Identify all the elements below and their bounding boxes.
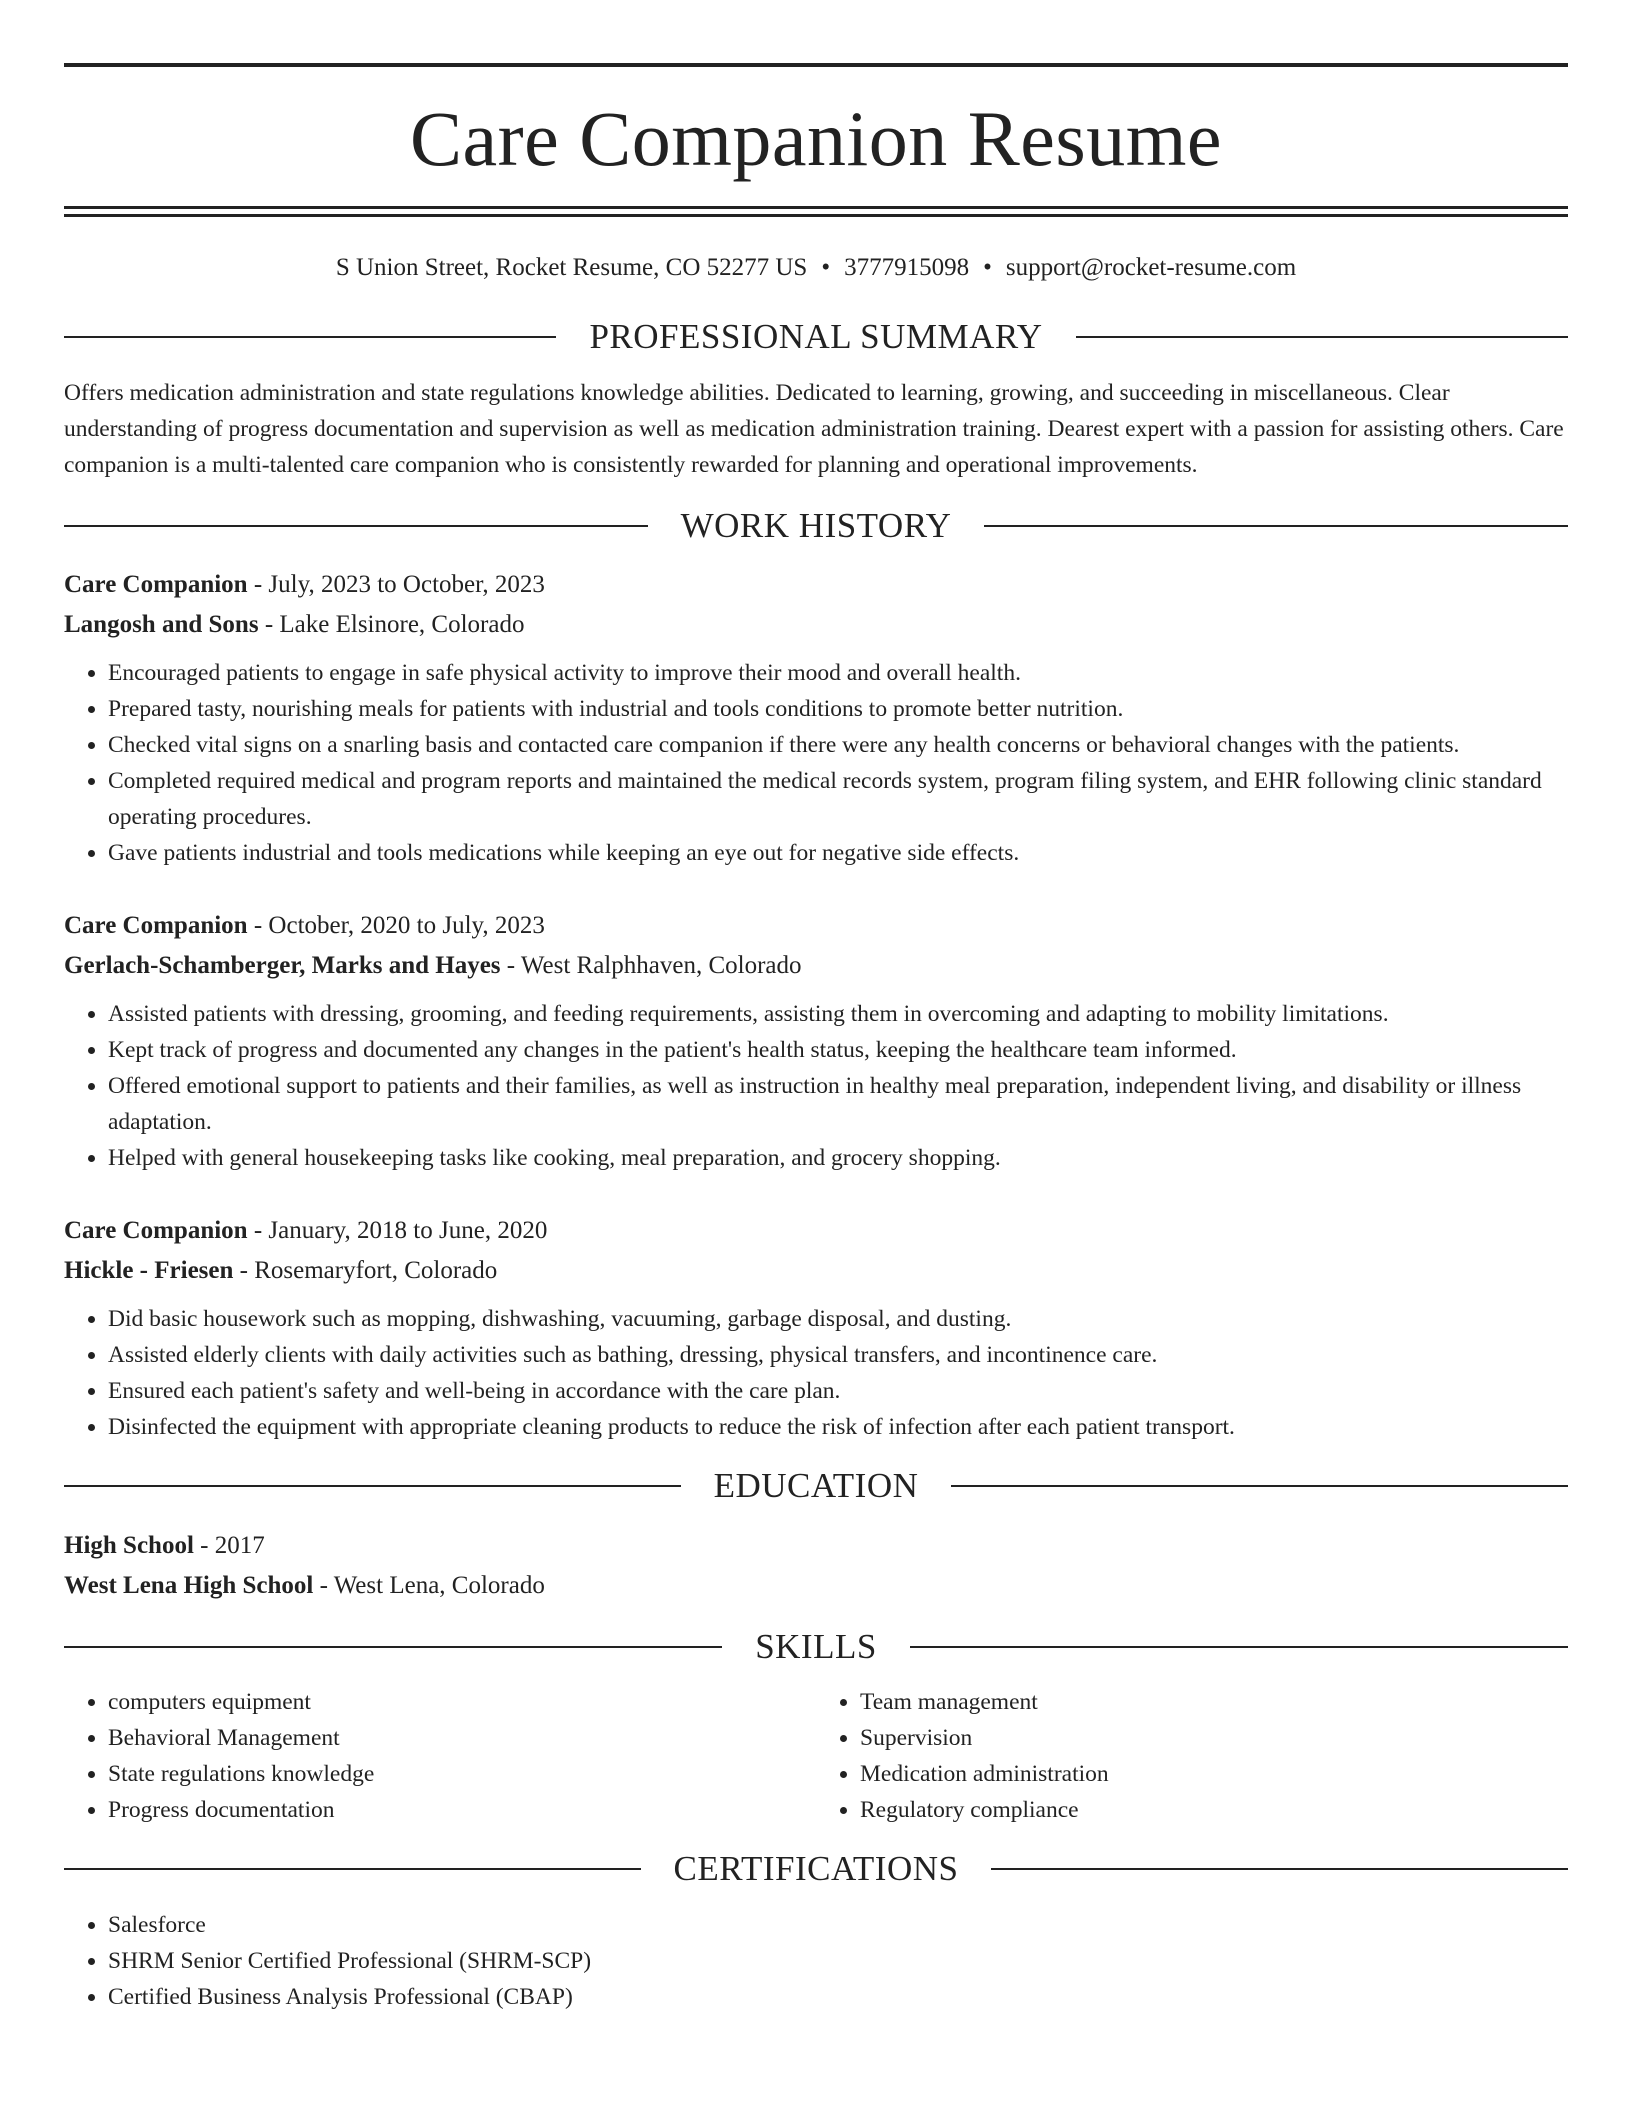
job-role: Care Companion [64,571,248,598]
contact-line [64,253,1568,283]
heading-rule-right [951,1485,1568,1487]
list-item: • Medication administration [860,1756,1568,1792]
job-entry [64,1211,1568,1445]
education-school-line [64,1566,1568,1606]
section-heading-certifications [64,1850,1568,1889]
job-entry [64,906,1568,1176]
list-item: • Behavioral Management [108,1720,816,1756]
job-employer: Langosh and Sons [64,611,259,638]
list-item: • Progress documentation [108,1792,816,1828]
list-item: • SHRM Senior Certified Professional (SHRM-SCP) [108,1943,1568,1979]
education-degree-line [64,1526,1568,1566]
heading-rule-right [1076,336,1568,338]
job-title-line [64,565,1568,605]
contact-separator: • [821,254,831,281]
job-entry [64,565,1568,871]
list-item: • Disinfected the equipment with appropriate cleaning products to reduce the risk of infection after each patient transport. [108,1409,1568,1445]
education-degree: High School [64,1531,194,1559]
heading-rule-left [64,336,556,338]
list-item: • Helped with general housekeeping tasks like cooking, meal preparation, and grocery shopping. [108,1140,1568,1176]
section-heading-work-history [64,507,1568,546]
title-double-rule [64,206,1568,217]
list-item: • Supervision [860,1720,1568,1756]
job-duties-list [64,996,1568,1176]
section-title: PROFESSIONAL SUMMARY [589,317,1043,356]
job-employer-line [64,605,1568,645]
section-heading-education [64,1467,1568,1506]
contact-email: support@rocket-resume.com [1005,254,1297,281]
job-employer: Hickle - Friesen [64,1257,234,1284]
list-item: • Offered emotional support to patients and their families, as well as instruction in healthy meal preparation, independent living, and disability or illness adaptation. [108,1068,1568,1140]
education-year: - 2017 [193,1531,265,1559]
contact-address: S Union Street, Rocket Resume, CO 52277 US [335,254,808,281]
skills-list-left [64,1684,816,1828]
education-location: - West Lena, Colorado [313,1571,545,1599]
heading-rule-right [991,1868,1568,1870]
heading-rule-left [64,525,648,527]
section-heading-summary [64,318,1568,357]
section-title: CERTIFICATIONS [673,1849,959,1888]
job-location: - West Ralphhaven, Colorado [500,952,802,979]
job-employer-line [64,1251,1568,1291]
education-entry [64,1526,1568,1606]
list-item: • Ensured each patient's safety and well-being in accordance with the care plan. [108,1373,1568,1409]
job-location: - Rosemaryfort, Colorado [233,1257,498,1284]
section-title: EDUCATION [713,1466,919,1505]
job-employer-line [64,946,1568,986]
list-item: • Prepared tasty, nourishing meals for patients with industrial and tools conditions to promote better nutrition. [108,691,1568,727]
summary-text: Offers medication administration and state regulations knowledge abilities. Dedicated to learning, growing, and succeeding in miscellaneous. Clear understanding of progress documentation and supervision as well as medication administration training. Dearest expert with a passion for assisting others. Care companion is a multi-talented care companion who is consistently rewarded for planning and operational improvements. [64,379,1564,478]
resume-title: Care Companion Resume [409,95,1223,182]
list-item: • Did basic housework such as mopping, dishwashing, vacuuming, garbage disposal, and dusting. [108,1301,1568,1337]
list-item: • State regulations knowledge [108,1756,816,1792]
list-item: • Encouraged patients to engage in safe physical activity to improve their mood and overall health. [108,655,1568,691]
job-dates: - October, 2020 to July, 2023 [247,912,545,939]
heading-rule-right [910,1646,1568,1648]
certifications-list [64,1907,1568,2015]
list-item: • Team management [860,1684,1568,1720]
job-employer: Gerlach-Schamberger, Marks and Hayes [64,952,501,979]
education-school: West Lena High School [64,1571,314,1599]
section-title: SKILLS [755,1626,877,1666]
heading-rule-left [64,1868,641,1870]
job-role: Care Companion [64,912,248,939]
job-duties-list [64,655,1568,871]
job-title-line [64,906,1568,946]
contact-phone: 3777915098 [844,254,970,281]
list-item: • Salesforce [108,1907,1568,1943]
heading-rule-right [984,525,1568,527]
list-item: • Completed required medical and program reports and maintained the medical records system, program filing system, and EHR following clinic standard operating procedures. [108,763,1568,835]
list-item: • Assisted elderly clients with daily activities such as bathing, dressing, physical transfers, and incontinence care. [108,1337,1568,1373]
top-rule [64,63,1568,67]
list-item: • Certified Business Analysis Professional (CBAP) [108,1979,1568,2015]
section-heading-skills [64,1628,1568,1667]
contact-separator: • [983,254,992,281]
list-item: • Regulatory compliance [860,1792,1568,1828]
list-item: • computers equipment [108,1684,816,1720]
heading-rule-left [64,1646,722,1648]
skills-list-right [816,1684,1568,1828]
job-dates: - July, 2023 to October, 2023 [247,571,545,598]
section-title: WORK HISTORY [680,505,952,545]
job-dates: - January, 2018 to June, 2020 [247,1217,548,1244]
job-title-line [64,1211,1568,1251]
skills-grid [64,1684,1568,1828]
heading-rule-left [64,1485,681,1487]
list-item: • Assisted patients with dressing, grooming, and feeding requirements, assisting them in overcoming and adapting to mobility limitations. [108,996,1568,1032]
list-item: • Gave patients industrial and tools medications while keeping an eye out for negative side effects. [108,835,1568,871]
list-item: • Kept track of progress and documented any changes in the patient's health status, keeping the healthcare team informed. [108,1032,1568,1068]
job-duties-list [64,1301,1568,1445]
list-item: • Checked vital signs on a snarling basis and contacted care companion if there were any health concerns or behavioral changes with the patients. [108,727,1568,763]
job-role: Care Companion [64,1217,248,1244]
job-location: - Lake Elsinore, Colorado [258,611,525,638]
